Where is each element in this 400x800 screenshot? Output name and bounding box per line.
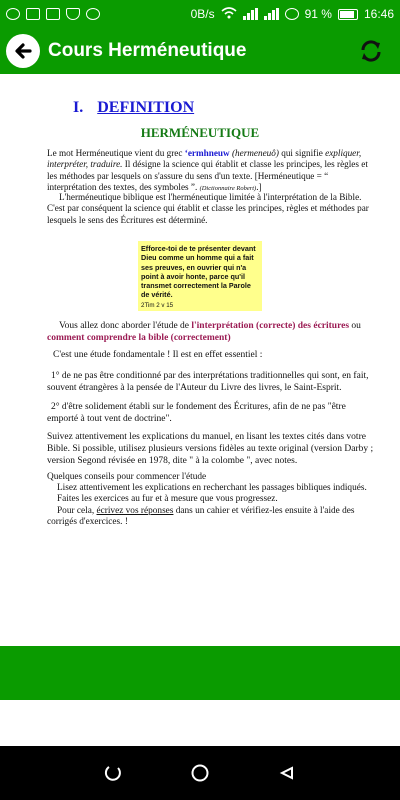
section-number: I. — [73, 99, 84, 116]
text-run: dans un cahier et vérifiez-les ensuite à l'aide des corrigés d'exercices. ! — [47, 505, 355, 527]
text-run: Le mot Herméneutique vient du grec — [47, 148, 185, 158]
tip-item — [47, 506, 377, 528]
source-citation: (Dictionnaire Robert) — [199, 185, 257, 193]
clock: 16:46 — [363, 7, 394, 21]
notification-icon — [6, 8, 20, 20]
network-speed: 0B/s — [190, 7, 215, 21]
back-button[interactable] — [6, 34, 40, 68]
transliteration: (hermeneuô) — [229, 148, 279, 158]
paragraph-point-1: 1° de ne pas être conditionné par des interprétations traditionnelles qui sont, en fait, souvent étrangères à la pensée de l'Auteur du Livre des livres, le Saint-Esprit. — [47, 371, 369, 393]
text-run: .] — [256, 182, 262, 193]
text-run: Il désigne la science qui établit et classe les principes, les règles et les méthodes par lesquels on s'assure du sens d'un texte. [Herméneutique = “ interprétation des textes, des symboles ”. — [47, 159, 368, 193]
paragraph-advice: Suivez attentivement les explications du manuel, en lisant les textes cités dans votre Bible. Si possible, utilisez plusieurs versions fidèles au texte original (version Darby ; version Segond révisée en 1978, dite " à la colombe ", avec notes. — [47, 432, 374, 466]
gallery-icon — [46, 8, 60, 20]
paragraph-biblical: L'herméneutique biblique est l'herméneutique limitée à l'interprétation de la Bible. C'est par conséquent la science qui établit et classe les principes, règles et méthodes par lesquels le sens des Écritures est déterminé. — [47, 192, 369, 225]
image-icon — [26, 8, 40, 20]
document-subtitle: HERMÉNEUTIQUE — [140, 125, 260, 140]
verse-reference: 2Tim 2 v 15 — [141, 301, 174, 309]
text-run: Vous allez donc aborder l'étude de — [59, 321, 192, 331]
battery-level: 91 % — [304, 7, 332, 21]
app-bar — [0, 28, 400, 74]
tips-heading: Quelques conseils pour commencer l'étude — [47, 472, 207, 482]
document-view[interactable] — [0, 74, 400, 646]
battery-icon — [338, 9, 358, 20]
text-run: qui signifie — [278, 148, 326, 158]
paragraph-tips — [47, 472, 377, 528]
shield-icon — [66, 8, 80, 20]
meaning: expliquer, interpréter, traduire. — [47, 148, 362, 170]
refresh-icon — [358, 38, 384, 64]
signal-icon — [243, 8, 258, 20]
verse-note-box — [138, 241, 262, 311]
system-nav-bar — [0, 746, 400, 800]
underlined-text: écrivez vos réponses — [96, 505, 174, 516]
tip-item: Lisez attentivement les explications en recherchant les passages bibliques indiqués. — [57, 483, 367, 494]
text-run: ou — [349, 321, 361, 331]
paragraph-intro — [47, 320, 377, 344]
paragraph-point-2: 2° d'être solidement établi sur le fondement des Écritures, afin de ne pas "être emporté à tout vent de doctrine". — [47, 402, 346, 424]
verse-text: Efforce-toi de te présenter devant Dieu comme un homme qui a fait ses preuves, en ouvrier qui n'a point à avoir honte, parce qu'il transmet correctement la Parole de vérité. — [141, 244, 256, 300]
paragraph-definition — [47, 148, 377, 195]
section-heading — [73, 99, 194, 117]
cloud-upload-icon — [86, 8, 100, 20]
data-saver-icon — [285, 8, 299, 20]
home-icon — [190, 763, 210, 783]
highlight-understand: comment comprendre la bible (correctement) — [47, 333, 231, 343]
recents-icon — [104, 764, 122, 782]
paragraph-essential: C'est une étude fondamentale ! Il est en effet essentiel : — [53, 350, 263, 360]
back-nav-button[interactable] — [277, 763, 297, 783]
text-run: Pour cela, — [57, 505, 97, 516]
footer-bar — [0, 646, 400, 700]
highlight-interpretation: l'interprétation (correcte) des écritures — [191, 321, 350, 331]
signal-icon-2 — [264, 8, 279, 20]
app-title: Cours Herméneutique — [48, 40, 247, 61]
refresh-button[interactable] — [356, 36, 386, 66]
status-bar — [0, 0, 400, 28]
arrow-left-icon — [12, 40, 34, 62]
wifi-icon — [221, 7, 237, 22]
greek-word: ‘ermhneuw — [184, 148, 230, 158]
back-nav-icon — [278, 764, 296, 782]
home-button[interactable] — [190, 763, 210, 783]
recents-button[interactable] — [103, 763, 123, 783]
section-title: DEFINITION — [97, 99, 195, 116]
tip-item: Faites les exercices au fur et à mesure que vous progressez. — [57, 494, 278, 505]
